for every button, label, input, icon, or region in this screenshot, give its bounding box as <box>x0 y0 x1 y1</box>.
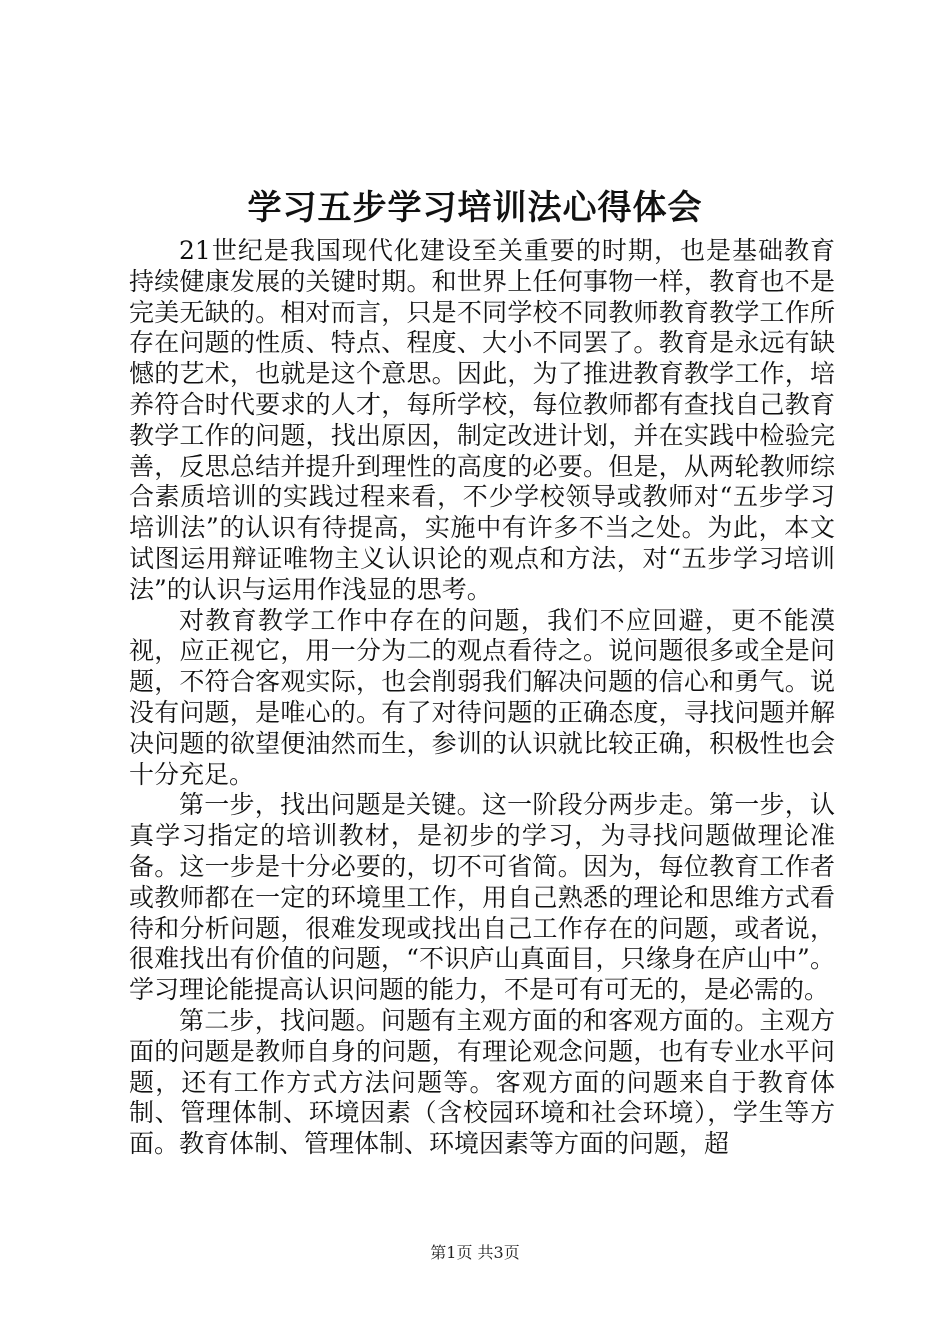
page-number-footer: 第1页 共3页 <box>430 1243 520 1262</box>
document-body <box>129 236 835 1160</box>
paragraph: 对教育教学工作中存在的问题，我们不应回避，更不能漠视，应正视它，用一分为二的观点看待之。说问题很多或全是问题，不符合客观实际，也会削弱我们解决问题的信心和勇气。说没有问题，是唯心的。有了对待问题的正确态度，寻找问题并解决问题的欲望便油然而生，参训的认识就比较正确，积极性也会十分充足。 <box>129 605 835 789</box>
paragraph: 第二步，找问题。问题有主观方面的和客观方面的。主观方面的问题是教师自身的问题，有理论观念问题，也有专业水平问题，还有工作方式方法问题等。客观方面的问题来自于教育体制、管理体制、环境因素（含校园环境和社会环境），学生等方面。教育体制、管理体制、环境因素等方面的问题，超 <box>129 1005 835 1159</box>
paragraph: 21世纪是我国现代化建设至关重要的时期，也是基础教育持续健康发展的关键时期。和世界上任何事物一样，教育也不是完美无缺的。相对而言，只是不同学校不同教师教育教学工作所存在问题的性质、特点、程度、大小不同罢了。教育是永远有缺憾的艺术，也就是这个意思。因此，为了推进教育教学工作，培养符合时代要求的人才，每所学校，每位教师都有查找自己教育教学工作的问题，找出原因，制定改进计划，并在实践中检验完善，反思总结并提升到理性的高度的必要。但是，从两轮教师综合素质培训的实践过程来看，不少学校领导或教师对“五步学习培训法”的认识有待提高，实施中有许多不当之处。为此，本文试图运用辩证唯物主义认识论的观点和方法，对“五步学习培训法”的认识与运用作浅显的思考。 <box>129 236 835 604</box>
document-title: 学习五步学习培训法心得体会 <box>247 188 703 228</box>
paragraph: 第一步，找出问题是关键。这一阶段分两步走。第一步，认真学习指定的培训教材，是初步的学习，为寻找问题做理论准备。这一步是十分必要的，切不可省简。因为，每位教育工作者或教师都在一定的环境里工作，用自己熟悉的理论和思维方式看待和分析问题，很难发现或找出自己工作存在的问题，或者说，很难找出有价值的问题，“不识庐山真面目，只缘身在庐山中”。学习理论能提高认识问题的能力，不是可有可无的，是必需的。 <box>129 790 835 1005</box>
